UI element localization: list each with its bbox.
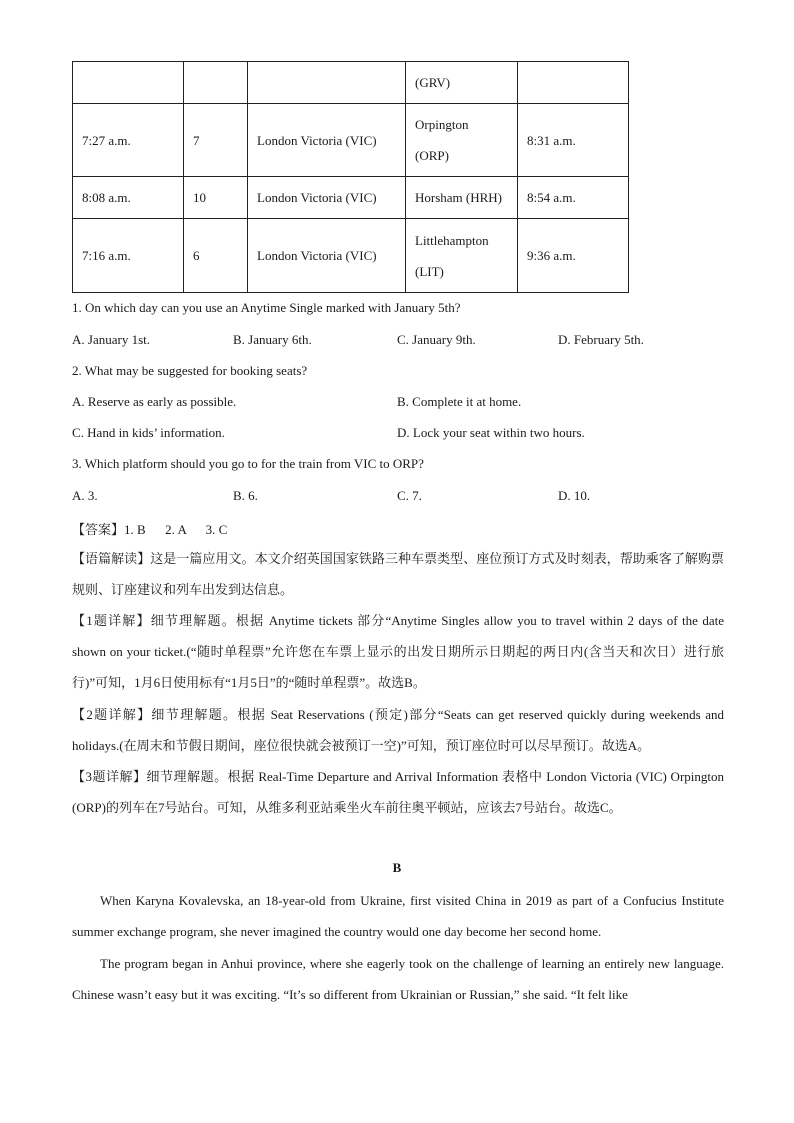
question-2-explanation: 【2题详解】细节理解题。根据 Seat Reservations (预定)部分“Seats can get reserved quickly during weekends and holidays.(在周末和节假日期间，座位很快就会被预订一空)”可知，预订座位时可以尽早预订。故选A。 [72, 707, 724, 753]
cell-departure: 8:08 a.m. [73, 177, 184, 219]
question-1: 1. On which day can you use an Anytime Single marked with January 5th? [72, 300, 461, 315]
question-1-option-a: A. January 1st. [72, 332, 150, 347]
destination-line: Littlehampton [415, 232, 489, 248]
passage-paragraph-2: The program began in Anhui province, where she eagerly took on the challenge of learning an entirely new language. Chinese wasn’t easy but it was exciting. “It’s so different from Ukrainian or Russian,” she said. “It felt like [72, 956, 724, 1002]
section-heading: B [392, 860, 402, 875]
cell-platform: 7 [184, 104, 248, 177]
destination-code: (LIT) [415, 263, 444, 279]
question-1-explanation: 【1题详解】细节理解题。根据 Anytime tickets 部分“Anytime Singles allow you to travel within 2 days of the date shown on your ticket.(“随时单程票”允许您在车票上显示的出发日期所示日期起的两日内(含当天和次日）进行旅行)”可知，1月6日使用标有“1月5日”的“随时单程票”。故选B。 [72, 613, 724, 690]
answer-key: 【答案】1. B 2. A 3. C [72, 522, 228, 537]
question-3: 3. Which platform should you go to for the train from VIC to ORP? [72, 456, 424, 471]
cell-origin: London Victoria (VIC) [248, 177, 406, 219]
cell-destination: Horsham (HRH) [406, 177, 518, 219]
cell-platform: 10 [184, 177, 248, 219]
cell-origin: London Victoria (VIC) [248, 104, 406, 177]
question-2-option-a: A. Reserve as early as possible. [72, 394, 237, 409]
cell-destination: (GRV) [406, 62, 518, 104]
cell-arrival: 8:31 a.m. [518, 104, 629, 177]
passage-analysis: 【语篇解读】这是一篇应用文。本文介绍英国国家铁路三种车票类型、座位预订方式及时刻表，帮助乘客了解购票规则、订座建议和列车出发到达信息。 [72, 551, 724, 597]
table-row [73, 177, 629, 219]
question-2-option-b: B. Complete it at home. [397, 394, 522, 409]
cell-platform: 6 [184, 219, 248, 293]
table-row [73, 104, 629, 177]
table-row [73, 219, 629, 293]
cell-departure [73, 62, 184, 104]
cell-arrival: 8:54 a.m. [518, 177, 629, 219]
cell-origin [248, 62, 406, 104]
cell-arrival: 9:36 a.m. [518, 219, 629, 293]
cell-destination [406, 219, 518, 293]
question-1-option-b: B. January 6th. [233, 332, 312, 347]
schedule-table [72, 61, 629, 293]
cell-destination [406, 104, 518, 177]
question-2-option-c: C. Hand in kids’ information. [72, 425, 225, 440]
cell-platform [184, 62, 248, 104]
question-3-option-c: C. 7. [397, 488, 422, 503]
question-2: 2. What may be suggested for booking seats? [72, 363, 308, 378]
destination-code: (ORP) [415, 148, 449, 163]
table-row [73, 62, 629, 104]
question-3-option-b: B. 6. [233, 488, 258, 503]
question-2-option-d: D. Lock your seat within two hours. [397, 425, 585, 440]
question-3-option-a: A. 3. [72, 488, 98, 503]
question-3-option-d: D. 10. [558, 488, 591, 503]
passage-paragraph-1: When Karyna Kovalevska, an 18-year-old from Ukraine, first visited China in 2019 as part of a Confucius Institute summer exchange program, she never imagined the country would one day become her second home. [72, 893, 724, 939]
question-1-option-d: D. February 5th. [558, 332, 644, 347]
destination-line: Orpington [415, 117, 469, 132]
cell-departure: 7:16 a.m. [73, 219, 184, 293]
question-3-explanation: 【3题详解】细节理解题。根据 Real-Time Departure and Arrival Information 表格中 London Victoria (VIC) Orpington (ORP)的列车在7号站台。可知，从维多利亚站乘坐火车前往奥平顿站，应该去7号站台。故选C。 [72, 769, 724, 815]
question-1-option-c: C. January 9th. [397, 332, 476, 347]
cell-arrival [518, 62, 629, 104]
cell-departure: 7:27 a.m. [73, 104, 184, 177]
cell-origin: London Victoria (VIC) [248, 219, 406, 293]
